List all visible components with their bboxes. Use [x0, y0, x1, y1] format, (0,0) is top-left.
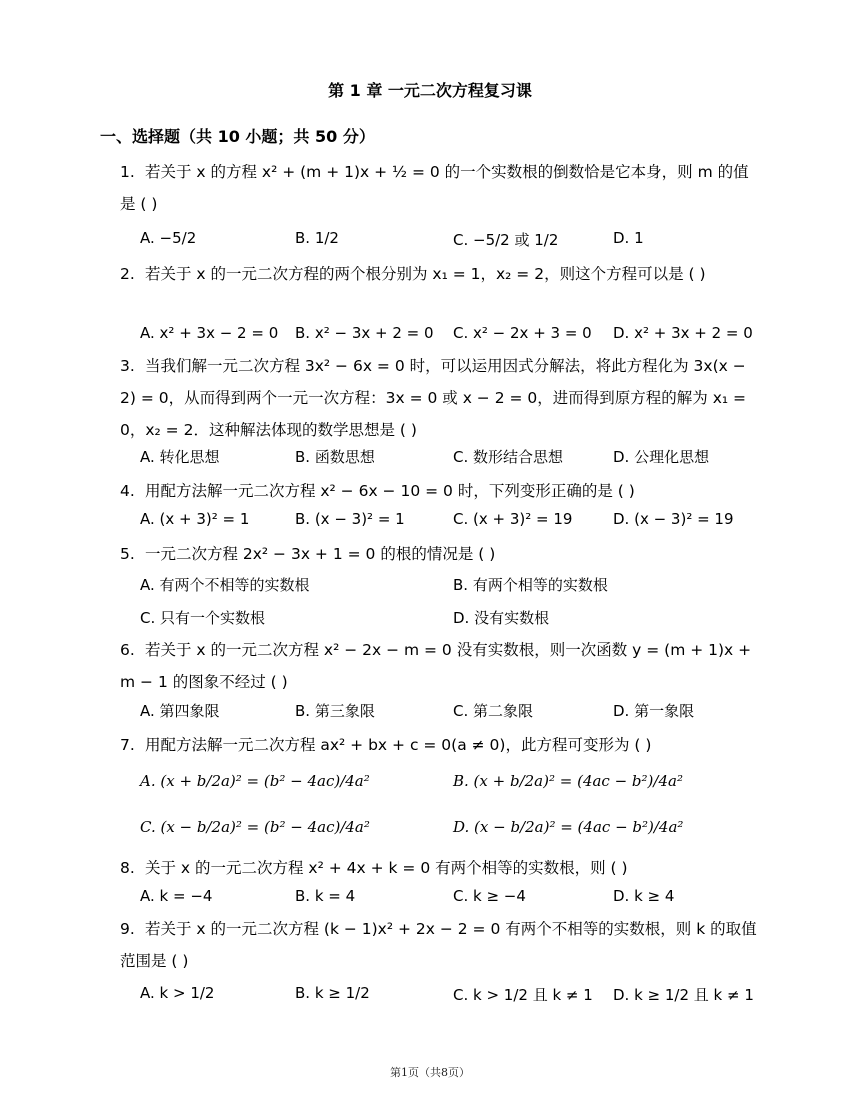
q4-option-c: C. (x + 3)² = 19: [453, 510, 573, 528]
q7-option-a: A. (x + b/2a)² = (b² − 4ac)/4a²: [140, 772, 370, 790]
question-8-stem: [120, 852, 760, 884]
question-9-stem: [120, 913, 760, 977]
question-text: 用配方法解一元二次方程 ax² + bx + c = 0(a ≠ 0)，此方程可变形为 ( ): [144, 736, 652, 754]
question-number: 2.: [120, 265, 135, 283]
question-5-stem: [120, 538, 760, 570]
q8-option-d: D. k ≥ 4: [613, 887, 675, 905]
question-number: 3.: [120, 357, 135, 375]
q5-option-c: C. 只有一个实数根: [140, 609, 266, 627]
q9-option-d: D. k ≥ 1/2 且 k ≠ 1: [613, 986, 754, 1004]
question-text: 一元二次方程 2x² − 3x + 1 = 0 的根的情况是 ( ): [144, 545, 496, 563]
q8-option-a: A. k = −4: [140, 887, 213, 905]
q1-option-a: A. −5/2: [140, 229, 197, 247]
question-6-stem: [120, 634, 760, 698]
q6-option-a: A. 第四象限: [140, 702, 220, 720]
question-number: 6.: [120, 641, 135, 659]
page-footer: 第1页（共8页）: [390, 1066, 470, 1079]
question-number: 9.: [120, 920, 135, 938]
question-text: 若关于 x 的方程 x² + (m + 1)x + ½ = 0 的一个实数根的倒数恰是它本身，则 m 的值是 ( ): [120, 163, 749, 213]
q2-option-c: C. x² − 2x + 3 = 0: [453, 324, 592, 342]
q2-option-b: B. x² − 3x + 2 = 0: [295, 324, 434, 342]
q3-option-a: A. 转化思想: [140, 448, 220, 466]
question-1-stem: [120, 156, 760, 220]
question-number: 4.: [120, 482, 135, 500]
question-number: 8.: [120, 859, 135, 877]
q5-option-a: A. 有两个不相等的实数根: [140, 576, 310, 594]
question-number: 1.: [120, 163, 135, 181]
question-2-stem: [120, 258, 760, 290]
q6-option-b: B. 第三象限: [295, 702, 375, 720]
q1-option-b: B. 1/2: [295, 229, 339, 247]
section-heading: 一、选择题（共 10 小题；共 50 分）: [100, 127, 375, 146]
question-text: 若关于 x 的一元二次方程 x² − 2x − m = 0 没有实数根，则一次函数 y = (m + 1)x + m − 1 的图象不经过 ( ): [120, 641, 752, 691]
question-4-stem: [120, 475, 760, 507]
q9-option-a: A. k > 1/2: [140, 984, 215, 1002]
q8-option-b: B. k = 4: [295, 887, 356, 905]
q5-option-b: B. 有两个相等的实数根: [453, 576, 608, 594]
q9-option-c: C. k > 1/2 且 k ≠ 1: [453, 986, 593, 1004]
q9-option-b: B. k ≥ 1/2: [295, 984, 370, 1002]
q3-option-c: C. 数形结合思想: [453, 448, 564, 466]
q8-option-c: C. k ≥ −4: [453, 887, 526, 905]
q4-option-b: B. (x − 3)² = 1: [295, 510, 405, 528]
q2-option-a: A. x² + 3x − 2 = 0: [140, 324, 279, 342]
q7-option-d: D. (x − b/2a)² = (4ac − b²)/4a²: [453, 818, 684, 836]
q4-option-d: D. (x − 3)² = 19: [613, 510, 734, 528]
q7-option-b: B. (x + b/2a)² = (4ac − b²)/4a²: [453, 772, 683, 790]
q6-option-c: C. 第二象限: [453, 702, 534, 720]
question-text: 用配方法解一元二次方程 x² − 6x − 10 = 0 时，下列变形正确的是 ( ): [144, 482, 635, 500]
question-text: 关于 x 的一元二次方程 x² + 4x + k = 0 有两个相等的实数根，则 ( ): [144, 859, 628, 877]
q4-option-a: A. (x + 3)² = 1: [140, 510, 250, 528]
question-7-stem: [120, 729, 760, 761]
q6-option-d: D. 第一象限: [613, 702, 695, 720]
q5-option-d: D. 没有实数根: [453, 609, 550, 627]
q1-option-c: C. −5/2 或 1/2: [453, 231, 559, 249]
q7-option-c: C. (x − b/2a)² = (b² − 4ac)/4a²: [140, 818, 370, 836]
q1-option-d: D. 1: [613, 229, 644, 247]
question-text: 若关于 x 的一元二次方程 (k − 1)x² + 2x − 2 = 0 有两个不相等的实数根，则 k 的取值范围是 ( ): [120, 920, 757, 970]
question-number: 5.: [120, 545, 135, 563]
question-text: 当我们解一元二次方程 3x² − 6x = 0 时，可以运用因式分解法，将此方程化为 3x(x − 2) = 0，从而得到两个一元一次方程：3x = 0 或 x − 2 = 0，进而得到原方程的解为 x₁ = 0，x₂ = 2．这种解法体现的数学思想是 ( ): [120, 357, 747, 439]
question-3-stem: [120, 350, 760, 446]
question-text: 若关于 x 的一元二次方程的两个根分别为 x₁ = 1，x₂ = 2，则这个方程可以是 ( ): [144, 265, 706, 283]
q3-option-d: D. 公理化思想: [613, 448, 710, 466]
q3-option-b: B. 函数思想: [295, 448, 375, 466]
q2-option-d: D. x² + 3x + 2 = 0: [613, 324, 753, 342]
page-title: 第 1 章 一元二次方程复习课: [328, 81, 532, 100]
question-number: 7.: [120, 736, 135, 754]
